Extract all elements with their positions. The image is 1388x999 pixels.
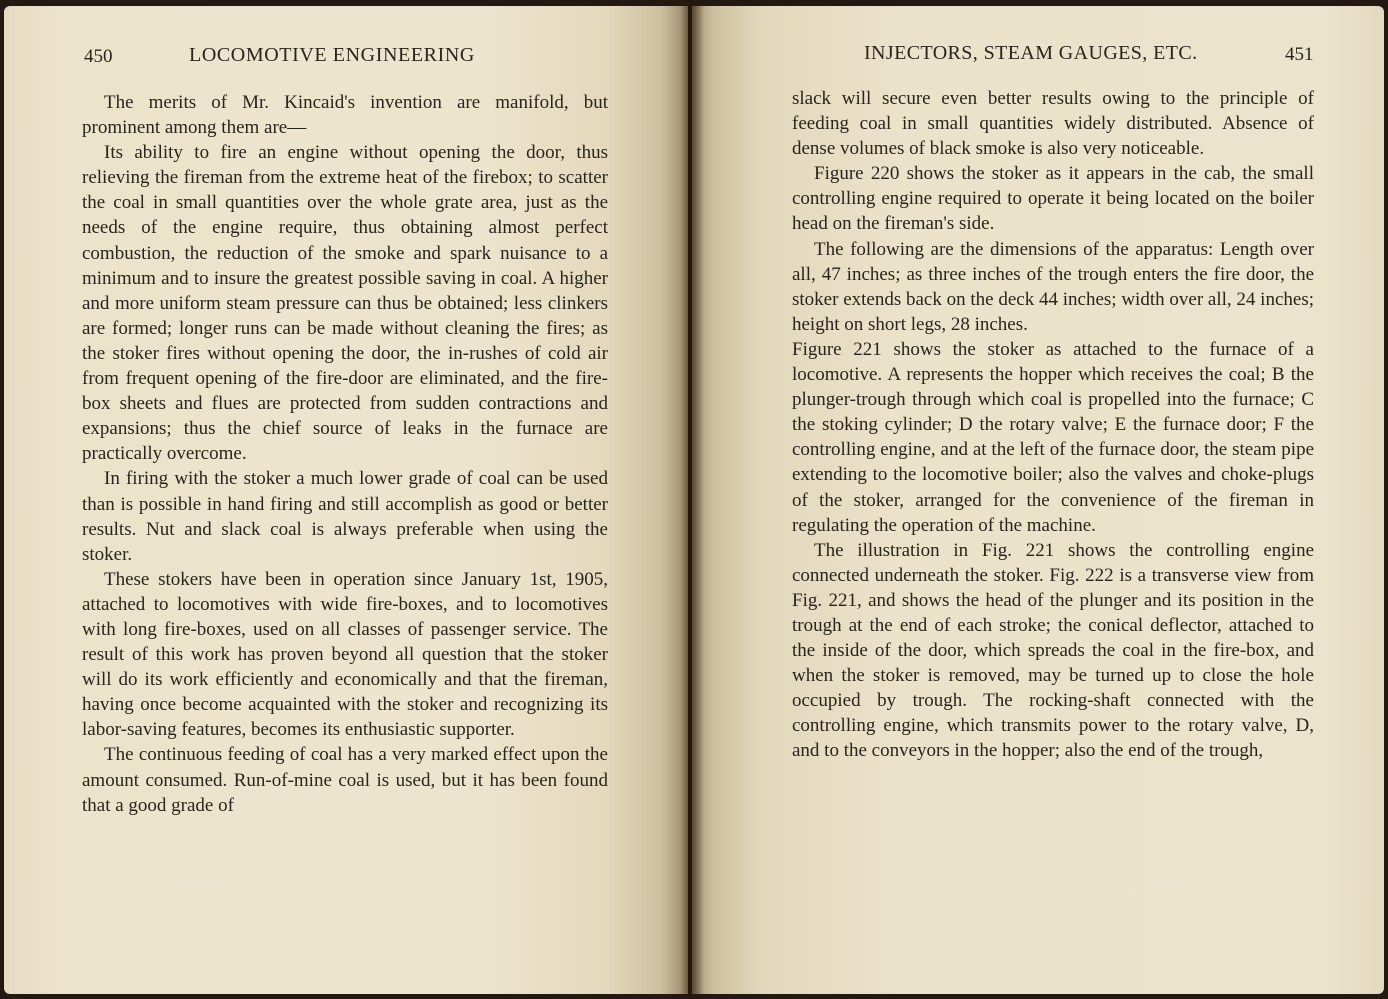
left-page-body bbox=[82, 90, 608, 818]
page-number-right: 451 bbox=[1285, 44, 1314, 65]
paragraph: Figure 221 shows the stoker as attached to the furnace of a locomotive. A represents the hopper which receives the coal; B the plunger-trough through which coal is propelled into the furnace; C the stoking cylinder; D the rotary valve; E the furnace door; F the controlling engine, and at the left of the furnace door, the steam pipe extending to the locomotive boiler; also the valves and choke-plugs of the stoker, arranged for the convenience of the fireman in regulating the operation of the machine. bbox=[792, 338, 1314, 536]
paragraph: Figure 220 shows the stoker as it appears in the cab, the small controlling engine required to operate it being located on the boiler head on the fireman's side. bbox=[792, 163, 1314, 235]
running-head-left: LOCOMOTIVE ENGINEERING bbox=[189, 44, 475, 66]
paragraph: The continuous feeding of coal has a very marked effect upon the amount consumed. Run-of-mine coal is used, but it has been found that a good grade of bbox=[82, 744, 608, 816]
page-number-left: 450 bbox=[84, 46, 113, 67]
running-head-right: INJECTORS, STEAM GAUGES, ETC. bbox=[864, 42, 1198, 64]
paragraph: In firing with the stoker a much lower grade of coal can be used than is possible in hand firing and still accomplish as good or better results. Nut and slack coal is always preferable when using the stoker. bbox=[82, 468, 608, 565]
paragraph: The following are the dimensions of the apparatus: Length over all, 47 inches; as three inches of the trough enters the fire door, the stoker extends back on the deck 44 inches; width over all, 24 inches; height on short legs, 28 inches. bbox=[792, 238, 1314, 335]
paragraph: These stokers have been in operation since January 1st, 1905, attached to locomotives with wide fire-boxes, and to locomotives with long fire-boxes, used on all classes of passenger service. The result of this work has proven beyond all question that the stoker will do its work efficiently and economically and that the fireman, having once become acquainted with the stoker and recognizing its labor-saving features, becomes its enthusiastic supporter. bbox=[82, 568, 608, 741]
paragraph: The illustration in Fig. 221 shows the controlling engine connected underneath the stoker. Fig. 222 is a transverse view from Fig. 221, and shows the head of the plunger and its position in the trough at the end of each stroke; the conical deflector, attached to the inside of the door, which spreads the coal in the fire-box, and when the stoker is removed, may be turned up to close the hole occupied by trough. The rocking-shaft connected with the controlling engine, which transmits power to the rotary valve, D, and to the conveyors in the hopper; also the end of the trough, bbox=[792, 539, 1314, 762]
right-page bbox=[692, 6, 1384, 994]
left-page bbox=[4, 6, 688, 994]
paragraph: The merits of Mr. Kincaid's invention are manifold, but prominent among them are— bbox=[82, 92, 608, 139]
paragraph: slack will secure even better results owing to the principle of feeding coal in small quantities widely distributed. Absence of dense volumes of black smoke is also very noticeable. bbox=[792, 88, 1314, 160]
right-page-body bbox=[792, 86, 1314, 764]
paragraph: Its ability to fire an engine without opening the door, thus relieving the fireman from the extreme heat of the firebox; to scatter the coal in small quantities over the whole grate area, just as the needs of the engine require, thus obtaining almost perfect combustion, the reduction of the smoke and spark nuisance to a minimum and to insure the greatest possible saving in coal. A higher and more uniform steam pressure can thus be obtained; less clinkers are formed; longer runs can be made without cleaning the fires; as the stoker fires without opening the door, the in-rushes of cold air from frequent opening of the fire-door are eliminated, and the fire-box sheets and flues are protected from sudden contractions and expansions; thus the chief source of leaks in the furnace are practically overcome. bbox=[82, 142, 608, 465]
